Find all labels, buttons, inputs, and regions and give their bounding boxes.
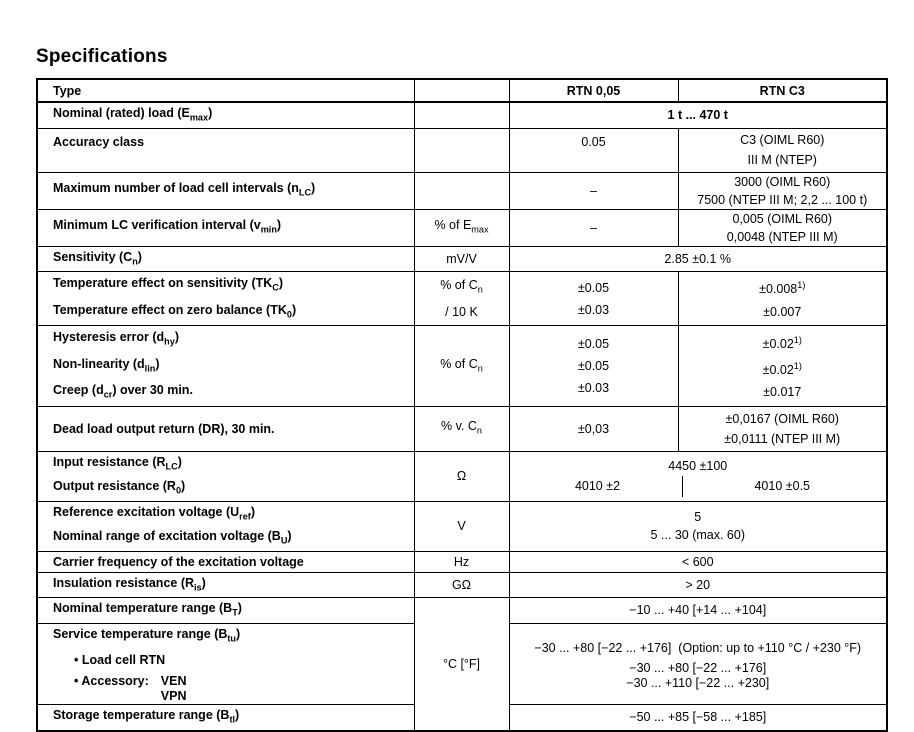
unit-cell: GΩ: [414, 572, 509, 598]
value-span: [509, 623, 887, 705]
value-nested: [509, 451, 887, 501]
spec-label: Maximum number of load cell intervals $(n_{LC})$: [37, 172, 414, 209]
unit-cell-temperature: °C [°F]: [414, 598, 509, 731]
value-rtnc3: C3 (OIML R60) III M (NTEP): [678, 128, 887, 172]
value-rtn005: ±0.05 ±0.03: [509, 272, 678, 326]
value-rtnc3: $\pm 0.008^{1)}$ ±0.007: [678, 272, 887, 326]
unit-cell: % of $E_{max}$: [414, 209, 509, 246]
unit-cell: [414, 128, 509, 172]
service-temp-title: Service temperature range $(B_{tu})$: [53, 626, 241, 643]
unit-cell: % of $C_n$ / 10 K: [414, 272, 509, 326]
value-output-resistance-rtn005: 4010 ±2: [514, 476, 683, 497]
row-nominal-load: [37, 102, 887, 128]
row-excitation: [37, 501, 887, 551]
row-carrier-frequency: [37, 551, 887, 572]
row-min-verification: [37, 209, 887, 246]
bullet-accessory-label: • Accessory:: [74, 674, 149, 688]
header-col-rtn005: RTN 0,05: [509, 79, 678, 102]
value-rtn005: –: [509, 209, 678, 246]
spec-label: Sensitivity $(C_n)$: [37, 246, 414, 272]
accessory-models: VEN VPN: [160, 674, 187, 703]
bullet-load-cell-rtn: • Load cell RTN: [74, 653, 166, 667]
value-rtn005: –: [509, 172, 678, 209]
row-resistance: [37, 451, 887, 501]
spec-label: Hysteresis error $(d_{hy})$ Non-linearity $(d_{lin})$ Creep $(d_{cr})$ over 30 min.: [37, 326, 414, 407]
spec-label: Minimum LC verification interval $(v_{min})$: [37, 209, 414, 246]
value-rtnc3: 3000 (OIML R60) 7500 (NTEP III M; 2,2 ... 100 t): [678, 172, 887, 209]
row-max-intervals: [37, 172, 887, 209]
spec-label: Nominal (rated) load $(E_{max})$: [37, 102, 414, 128]
service-temp-value-accessories: −30 ... +80 [−22 ... +176] −30 ... +110 [−22 ... +230]: [626, 660, 770, 690]
unit-cell: % v. $C_n$: [414, 406, 509, 451]
value-span: > 20: [509, 572, 887, 598]
unit-cell: [414, 172, 509, 209]
value-rtnc3: $\pm 0.02^{1)}$ $\pm 0.02^{1)}$ ±0.017: [678, 326, 887, 407]
service-temp-value-rtn: −30 ... +80 [−22 ... +176] (Option: up to +110 °C / +230 °F): [534, 640, 862, 655]
value-output-resistance-rtnc3: 4010 ±0.5: [754, 478, 811, 493]
value-span: 2.85 ±0.1 %: [509, 246, 887, 272]
unit-cell: Ω: [414, 451, 509, 501]
spec-label: Accuracy class: [37, 128, 414, 172]
spec-label: [37, 623, 414, 705]
unit-cell: % of $C_n$: [414, 326, 509, 407]
row-accuracy-class: [37, 128, 887, 172]
spec-label: Nominal temperature range $(B_T)$: [37, 598, 414, 624]
value-span: < 600: [509, 551, 887, 572]
value-span: −10 ... +40 [+14 ... +104]: [509, 598, 887, 624]
page-title: Specifications: [36, 46, 168, 67]
value-rtnc3: ±0,0167 (OIML R60) ±0,0111 (NTEP III M): [678, 406, 887, 451]
row-dead-load-return: [37, 406, 887, 451]
header-unit-empty: [414, 79, 509, 102]
unit-cell: Hz: [414, 551, 509, 572]
header-col-rtnc3: RTN C3: [678, 79, 887, 102]
unit-cell: mV/V: [414, 246, 509, 272]
value-input-resistance: 4450 ±100: [668, 458, 728, 473]
row-insulation: [37, 572, 887, 598]
unit-cell: [414, 102, 509, 128]
value-span: −50 ... +85 [−58 ... +185]: [509, 705, 887, 731]
table-header-row: [37, 79, 887, 102]
row-temp-effects: [37, 272, 887, 326]
spec-label: Reference excitation voltage $(U_{ref})$ Nominal range of excitation voltage $(B_U)$: [37, 501, 414, 551]
unit-cell: V: [414, 501, 509, 551]
row-errors: [37, 326, 887, 407]
value-span: 1 t ... 470 t: [509, 102, 887, 128]
value-span: 5 5 ... 30 (max. 60): [509, 501, 887, 551]
spec-label: Temperature effect on sensitivity $(TK_C)$ Temperature effect on zero balance $(TK_0)$: [37, 272, 414, 326]
header-type: Type: [37, 79, 414, 102]
row-nominal-temp: [37, 598, 887, 624]
value-rtn005: ±0,03: [509, 406, 678, 451]
value-rtn005: ±0.05 ±0.05 ±0.03: [509, 326, 678, 407]
spec-label: Input resistance $(R_{LC})$ Output resistance $(R_0)$: [37, 451, 414, 501]
spec-label: Insulation resistance $(R_{is})$: [37, 572, 414, 598]
row-sensitivity: [37, 246, 887, 272]
spec-label: Dead load output return (DR), 30 min.: [37, 406, 414, 451]
spec-label: Storage temperature range $(B_{tl})$: [37, 705, 414, 731]
value-rtnc3: 0,005 (OIML R60) 0,0048 (NTEP III M): [678, 209, 887, 246]
spec-label: Carrier frequency of the excitation voltage: [37, 551, 414, 572]
value-rtn005: 0.05: [509, 128, 678, 172]
specifications-table: [36, 78, 888, 732]
